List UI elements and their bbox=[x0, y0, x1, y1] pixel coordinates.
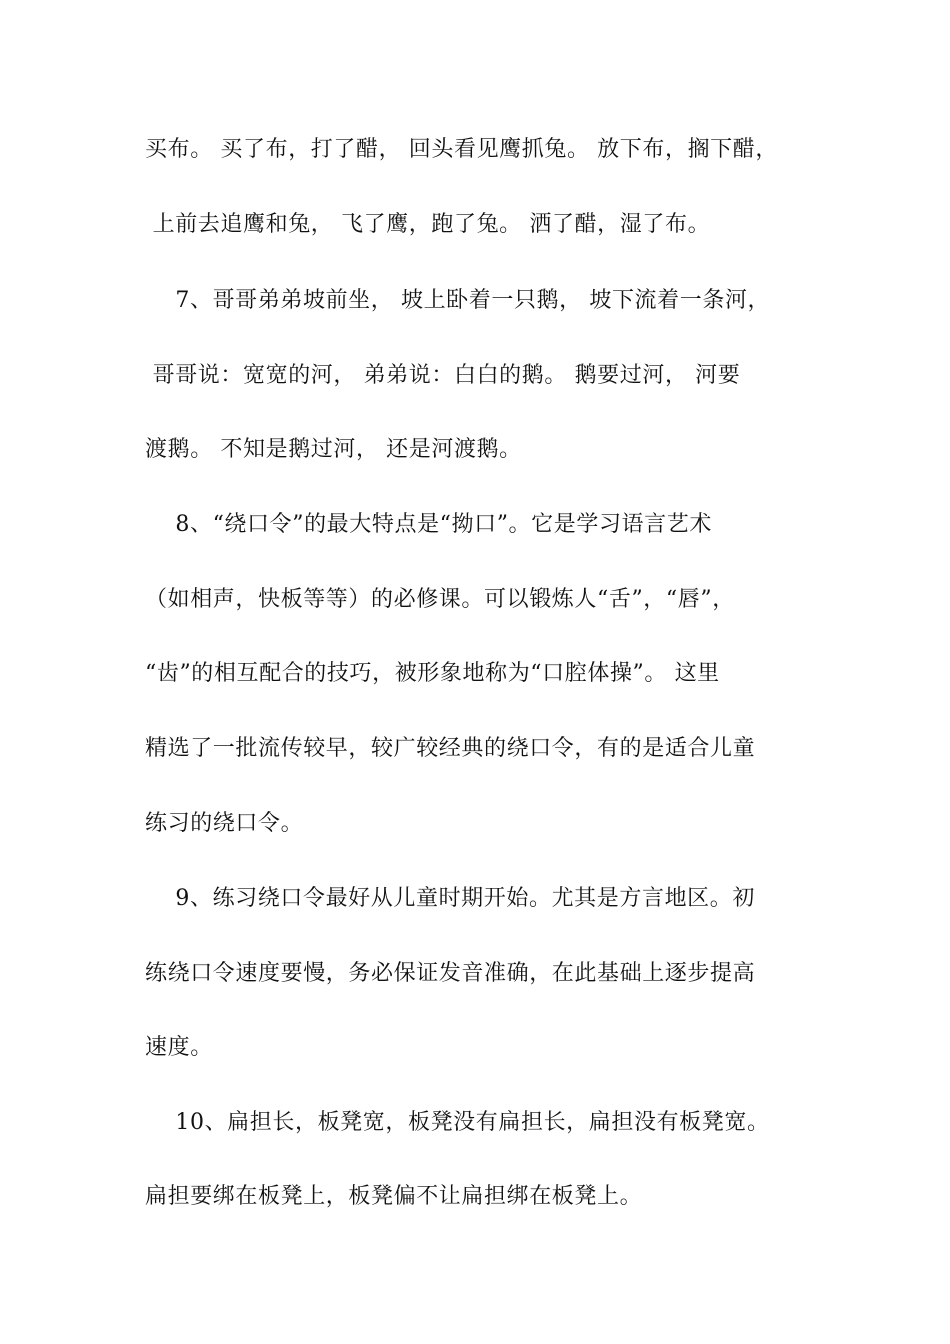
text-line: 哥哥说：宽宽的河， 弟弟说：白白的鹅。 鹅要过河， 河要 bbox=[145, 363, 741, 388]
text-line: 7、哥哥弟弟坡前坐， 坡上卧着一只鹅， 坡下流着一条河， bbox=[145, 288, 771, 313]
text-line: （如相声，快板等等）的必修课。可以锻炼人“舌”，“唇”， bbox=[145, 587, 735, 612]
text-line: 10、扁担长，板凳宽，板凳没有扁担长，扁担没有板凳宽。 bbox=[145, 1110, 770, 1135]
text-line: 8、“绕口令”的最大特点是“拗口”。它是学习语言艺术 bbox=[145, 512, 712, 537]
text-line: 扁担要绑在板凳上，板凳偏不让扁担绑在板凳上。 bbox=[145, 1184, 643, 1209]
text-line: 练绕口令速度要慢，务必保证发音准确，在此基础上逐步提高 bbox=[145, 961, 756, 986]
text-line: 9、练习绕口令最好从儿童时期开始。尤其是方言地区。初 bbox=[145, 886, 755, 911]
text-line: 速度。 bbox=[145, 1035, 213, 1060]
text-line: 精选了一批流传较早，较广较经典的绕口令，有的是适合儿童 bbox=[145, 736, 756, 761]
text-line: 上前去追鹰和兔， 飞了鹰，跑了兔。 洒了醋，湿了布。 bbox=[145, 212, 711, 237]
text-line: 练习的绕口令。 bbox=[145, 811, 304, 836]
text-line: 渡鹅。 不知是鹅过河， 还是河渡鹅。 bbox=[145, 437, 522, 462]
text-line: “齿”的相互配合的技巧，被形象地称为“口腔体操”。 这里 bbox=[145, 661, 720, 686]
text-line: 买布。 买了布，打了醋， 回头看见鹰抓兔。 放下布，搁下醋， bbox=[145, 137, 778, 162]
